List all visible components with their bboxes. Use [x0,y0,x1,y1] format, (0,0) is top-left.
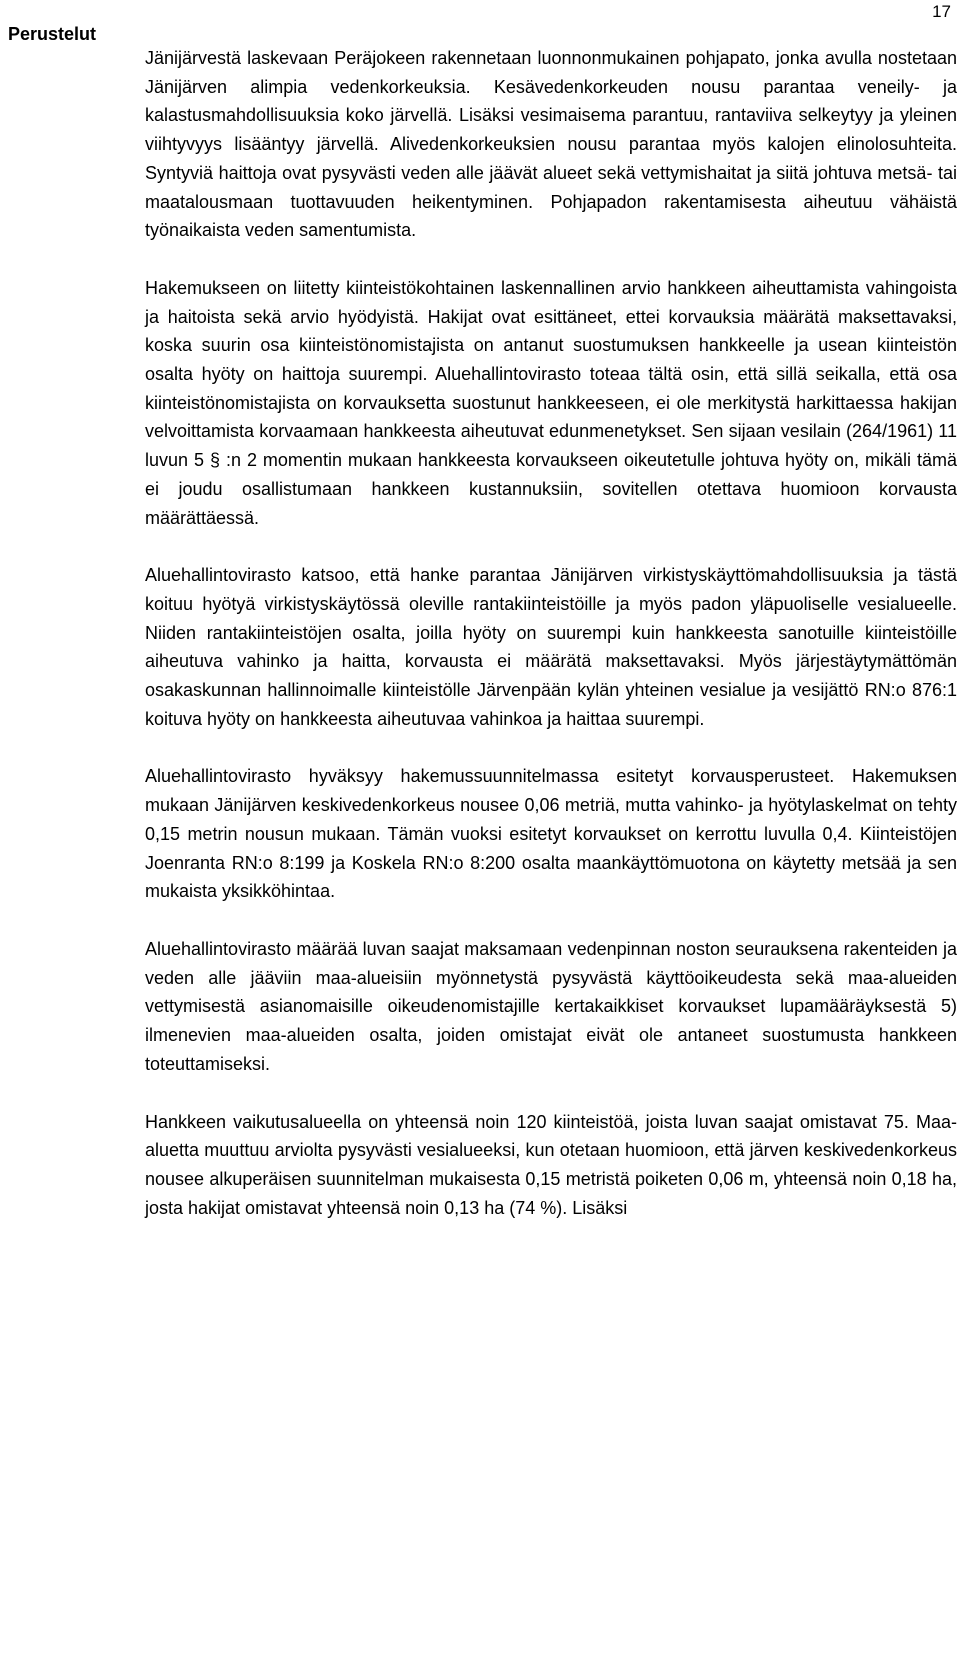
paragraph-compensation-basis: Aluehallintovirasto hyväksyy hakemussuunnitelmassa esitetyt korvausperusteet. Hakemuksen mukaan Jänijärven keskivedenkorkeus nousee 0,06 metriä, mutta vahinko- ja hyötylaskelmat on tehty 0,15 metrin nousun mukaan. Tämän vuoksi esitetyt korvaukset on kerrottu luvulla 0,4. Kiinteistöjen Joenranta RN:o 8:199 ja Koskela RN:o 8:200 osalta maankäyttömuotona on käytetty metsää ja sen mukaista yksikköhintaa. [145,766,957,902]
body-text [145,44,957,1222]
paragraph-impact-area: Hankkeen vaikutusalueella on yhteensä noin 120 kiinteistöä, joista luvan saajat omistavat 75. Maa-aluetta muuttuu arviolta pysyvästi vesialueeksi, kun otetaan huomioon, että järven keskivedenkorkeus nousee alkuperäisen suunnitelman mukaisesta 0,15 metristä poiketen 0,06 m, yhteensä noin 0,18 ha, josta hakijat omistavat yhteensä noin 0,13 ha (74 %). Lisäksi [145,1111,957,1218]
paragraph-rationale: Jänijärvestä laskevaan Peräjokeen rakennetaan luonnonmukainen pohjapato, jonka avulla nostetaan Jänijärven alimpia vedenkorkeuksia. Kesävedenkorkeuden nousu parantaa veneily- ja kalastusmahdollisuuksia koko järvellä. Lisäksi vesimaisema parantuu, rantaviiva selkeytyy ja yleinen viihtyvyys lisääntyy järvellä. Alivedenkorkeuksien nousu parantaa myös kalojen elinolosuhteita. Syntyviä haittoja ovat pysyvästi veden alle jäävät alueet sekä vettymishaitat ja siitä johtuva metsä- tai maatalousmaan tuottavuuden heikentyminen. Pohjapadon rakentamisesta aiheutuu vähäistä työnaikaista veden samentumista. [145,48,957,241]
paragraph-damage-assessment: Hakemukseen on liitetty kiinteistökohtainen laskennallinen arvio hankkeen aiheuttamista vahingoista ja haitoista sekä arvio hyödyistä. Hakijat ovat esittäneet, ettei korvauksia määrätä maksettavaksi, koska suurin osa kiinteistönomistajista on antanut suostumuksen hankkeelle ja usean kiinteistön osalta hyöty on haittoja suurempi. Aluehallintovirasto toteaa tältä osin, että sillä seikalla, että osa kiinteistönomistajista on korvauksetta suostunut hankkeeseen, ei ole merkitystä harkittaessa hakijan velvoittamista korvaamaan hankkeesta aiheutuvat edunmenetykset. Sen sijaan vesilain (264/1961) 11 luvun 5 § :n 2 momentin mukaan hankkeesta korvaukseen oikeutetulle johtuva hyöty on, mikäli tämä ei joudu osallistumaan hankkeen kustannuksiin, sovitellen otettava huomioon korvausta määrättäessä. [145,277,957,528]
page-number: 17 [932,2,951,21]
paragraph-recreational-benefit: Aluehallintovirasto katsoo, että hanke parantaa Jänijärven virkistyskäyttömahdollisuuksia ja tästä koituu hyötyä virkistyskäytössä oleville rantakiinteistöille ja myös padon yläpuoliselle vesialueelle. Niiden rantakiinteistöjen osalta, joilla hyöty on suurempi kuin hankkeesta sanotuille kiinteistöille aiheutuva vahinko ja haitta, korvausta ei määrätä maksettavaksi. Myös järjestäytymättömän osakaskunnan hallinnoimalle kiinteistölle Järvenpään kylän yhteinen vesialue ja vesijättö RN:o 876:1 koituva hyöty on hankkeesta aiheutuvaa vahinkoa ja haittaa suurempi. [145,565,957,729]
section-heading: Perustelut [8,24,97,44]
paragraph-compensation-order: Aluehallintovirasto määrää luvan saajat maksamaan vedenpinnan noston seurauksena rakenteiden ja veden alle jääviin maa-alueisiin myönnetystä pysyvästä käyttöoikeudesta sekä maa-alueiden vettymisestä asianomaisille oikeudenomistajille kertakaikkiset korvaukset lupamääräyksestä 5) ilmenevien maa-alueiden osalta, joiden omistajat eivät ole antaneet suostumusta hankkeen toteuttamiseksi. [145,938,957,1074]
